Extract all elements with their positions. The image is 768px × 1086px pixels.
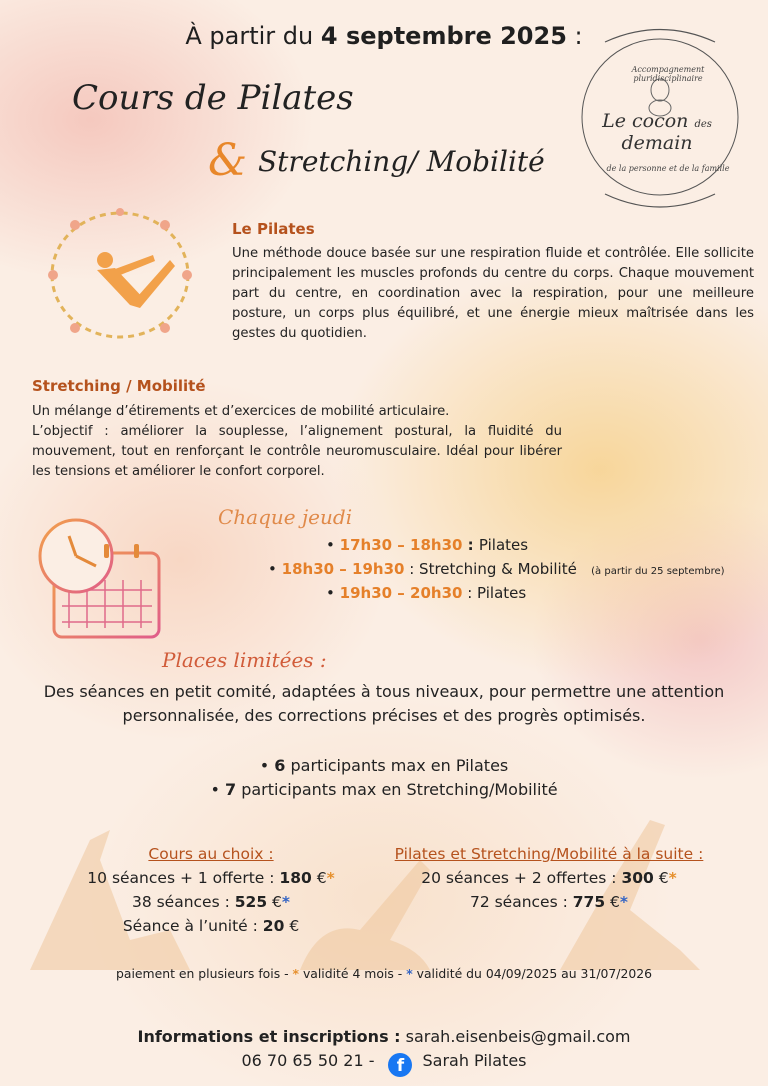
places-description: Des séances en petit comité, adaptées à tous niveaux, pour permettre une attention personnalisée, des corrections précises et des progrès optimisés.: [43, 682, 725, 725]
places-limited-title: Places limitées :: [162, 648, 327, 672]
price-row: 10 séances + 1 offerte : 180 €*: [87, 869, 335, 887]
price-row: Séance à l’unité : 20 €: [122, 917, 300, 935]
stretching-description: [32, 402, 562, 482]
pilates-wreath-illustration: [35, 200, 205, 350]
schedule-item-2: • 18h30 – 19h30 : Stretching & Mobilité (à partir du 25 septembre): [268, 560, 725, 578]
stretching-line1: Un mélange d’étirements et d’exercices de mobilité articulaire.: [32, 404, 450, 419]
price-row: 38 séances : 525 €*: [131, 893, 291, 911]
schedule-item-1: • 17h30 – 18h30 : Pilates: [326, 536, 529, 554]
contact-line: [0, 1051, 768, 1077]
price-row: 72 séances : 775 €*: [469, 893, 629, 911]
contact-info-line: Informations et inscriptions : sarah.eisenbeis@gmail.com: [137, 1027, 631, 1046]
price-row: 20 séances + 2 offertes : 300 €*: [421, 869, 677, 887]
logo-tagline-top: Accompagnement pluridisciplinaire: [631, 65, 705, 83]
stretching-heading: Stretching / Mobilité: [32, 377, 206, 395]
pricing-right-heading: Pilates et Stretching/Mobilité à la suite :: [394, 845, 704, 863]
schedule-item-3: • 19h30 – 20h30 : Pilates: [326, 584, 527, 602]
pilates-heading: Le Pilates: [232, 220, 315, 238]
max-participants-stretching: • 7 participants max en Stretching/Mobilité: [210, 780, 558, 799]
pricing-right: [378, 842, 720, 914]
pricing-left: [70, 842, 352, 938]
start-date-heading: À partir du 4 septembre 2025 :: [185, 22, 583, 50]
email-link[interactable]: sarah.eisenbeis@gmail.com: [405, 1027, 631, 1046]
phone-number[interactable]: 06 70 65 50 21 -: [241, 1051, 375, 1070]
calendar-clock-icon: [34, 518, 164, 640]
schedule-title: Chaque jeudi: [218, 505, 353, 529]
stretching-line2: L’objectif : améliorer la souplesse, l’alignement postural, la fluidité du mouvement, tout en renforçant le contrôle neuromusculaire. Idéal pour libérer les tensions et améliorer le confort corporel.: [32, 424, 562, 479]
title-pilates: Cours de Pilates: [72, 78, 354, 118]
facebook-name[interactable]: Sarah Pilates: [422, 1051, 527, 1070]
payment-note: paiement en plusieurs fois - * validité 4 mois - * validité du 04/09/2025 au 31/07/2026: [116, 966, 652, 981]
logo-tagline-bottom: de la personne et de la famille: [606, 164, 730, 173]
pilates-description: Une méthode douce basée sur une respiration fluide et contrôlée. Elle sollicite principalement les muscles profonds du centre du corps. Chaque mouvement part du centre, en coordination avec la respiration, pour une meilleure posture, un corps plus équilibré, et une énergie mieux maîtrisée dans les gestes du quotidien.: [232, 246, 754, 341]
pricing-left-heading: Cours au choix :: [148, 845, 274, 863]
title-ampersand: &: [208, 135, 248, 186]
title-stretching: Stretching/ Mobilité: [258, 145, 545, 178]
facebook-icon[interactable]: f: [388, 1053, 412, 1077]
max-participants-pilates: • 6 participants max en Pilates: [259, 756, 509, 775]
logo-name: Le cocon des demain: [602, 110, 712, 154]
